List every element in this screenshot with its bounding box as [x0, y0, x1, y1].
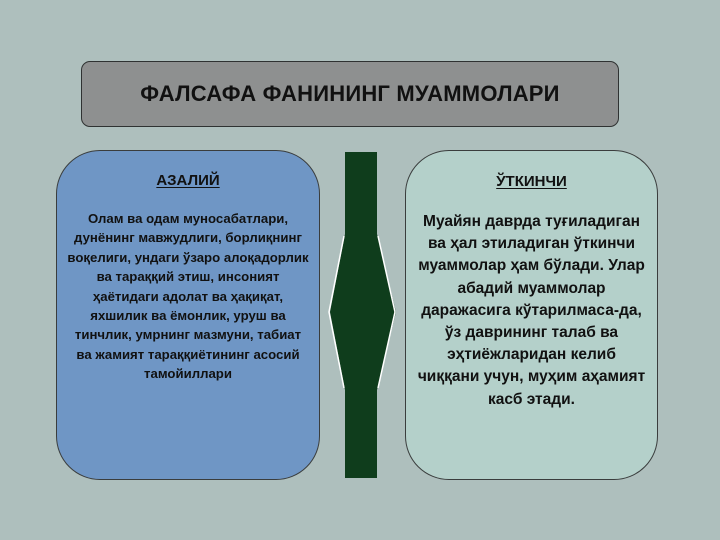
right-panel-body: Муайян даврда туғиладиган ва ҳал этиладиган ўткинчи муаммолар ҳам бўлади. Улар абадий муаммолар даражасига кўтарилмаса-да, ўз даврининг талаб ва эҳтиёжларидан келиб чиққани учун, муҳим аҳамият касб этади.	[417, 213, 646, 408]
right-panel-heading: ЎТКИНЧИ	[496, 173, 567, 190]
arrow-shape	[330, 152, 396, 478]
diagram-title: ФАЛСАФА ФАНИНИНГ МУАММОЛАРИ	[140, 81, 560, 106]
left-panel-body: Олам ва одам муносабатлари, дунёнинг мавжудлиги, борлиқнинг воқелиги, ундаги ўзаро алоқадорлик ва тараққий этиш, инсоният ҳаётидаги адолат ва ҳақиқат, яхшилик ва ёмонлик, уруш ва тинчлик, умрнинг мазмуни, табиат ва жамият тараққиётининг асосий тамойиллари	[67, 211, 309, 382]
left-panel-heading: АЗАЛИЙ	[156, 172, 220, 189]
